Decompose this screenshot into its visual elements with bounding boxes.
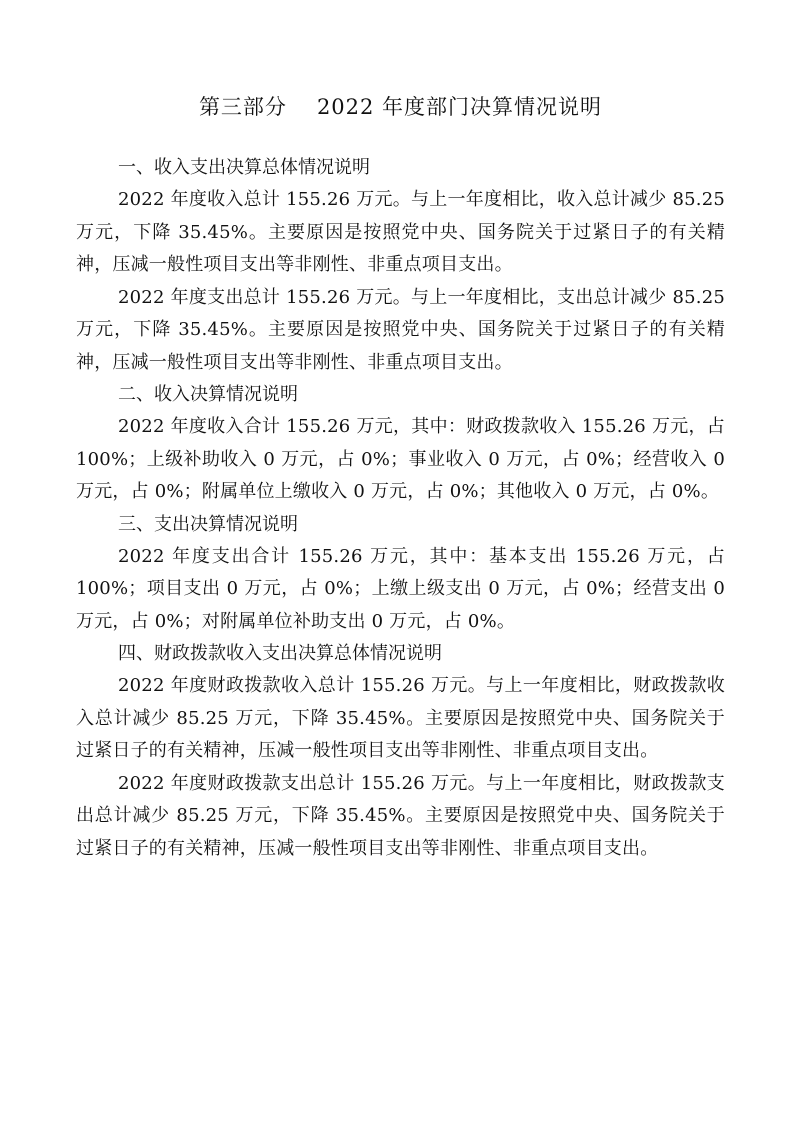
paragraph-fiscal-income: 2022 年度财政拨款收入总计 155.26 万元。与上一年度相比，财政拨款收入总计减少 85.25 万元，下降 35.45%。主要原因是按照党中央、国务院关于过紧日子的有关精神，压减一般性项目支出等非刚性、非重点项目支出。 <box>76 675 725 761</box>
paragraph-total-income: 2022 年度收入总计 155.26 万元。与上一年度相比，收入总计减少 85.25 万元，下降 35.45%。主要原因是按照党中央、国务院关于过紧日子的有关精神，压减一般性项目支出等非刚性、非重点项目支出。 <box>76 189 725 275</box>
section-income <box>76 379 725 509</box>
section-heading-expenditure: 三、支出决算情况说明 <box>118 513 298 535</box>
paragraph-expenditure-breakdown: 2022 年度支出合计 155.26 万元，其中：基本支出 155.26 万元，占 100%；项目支出 0 万元，占 0%；上缴上级支出 0 万元，占 0%；经营支出 0 万元，占 0%；对附属单位补助支出 0 万元，占 0%。 <box>76 545 725 632</box>
title-main: 2022 年度部门决算情况说明 <box>316 95 603 119</box>
paragraph-total-expenditure: 2022 年度支出总计 155.26 万元。与上一年度相比，支出总计减少 85.25 万元，下降 35.45%。主要原因是按照党中央、国务院关于过紧日子的有关精神，压减一般性项目支出等非刚性、非重点项目支出。 <box>76 286 725 373</box>
page-title <box>76 92 725 122</box>
paragraph-fiscal-expenditure: 2022 年度财政拨款支出总计 155.26 万元。与上一年度相比，财政拨款支出总计减少 85.25 万元，下降 35.45%。主要原因是按照党中央、国务院关于过紧日子的有关精神，压减一般性项目支出等非刚性、非重点项目支出。 <box>76 772 725 859</box>
section-heading-income: 二、收入决算情况说明 <box>118 384 298 405</box>
section-fiscal-appropriation <box>76 638 725 865</box>
title-part: 第三部分 <box>198 95 287 119</box>
section-heading-fiscal-appropriation: 四、财政拨款收入支出决算总体情况说明 <box>118 643 442 664</box>
section-expenditure <box>76 509 725 639</box>
section-heading-overall: 一、收入支出决算总体情况说明 <box>118 157 370 178</box>
paragraph-income-breakdown: 2022 年度收入合计 155.26 万元，其中：财政拨款收入 155.26 万元，占 100%；上级补助收入 0 万元，占 0%；事业收入 0 万元，占 0%；经营收入 0 万元，占 0%；附属单位上缴收入 0 万元，占 0%；其他收入 0 万元，占 0%。 <box>76 416 725 502</box>
section-overall <box>76 152 725 379</box>
